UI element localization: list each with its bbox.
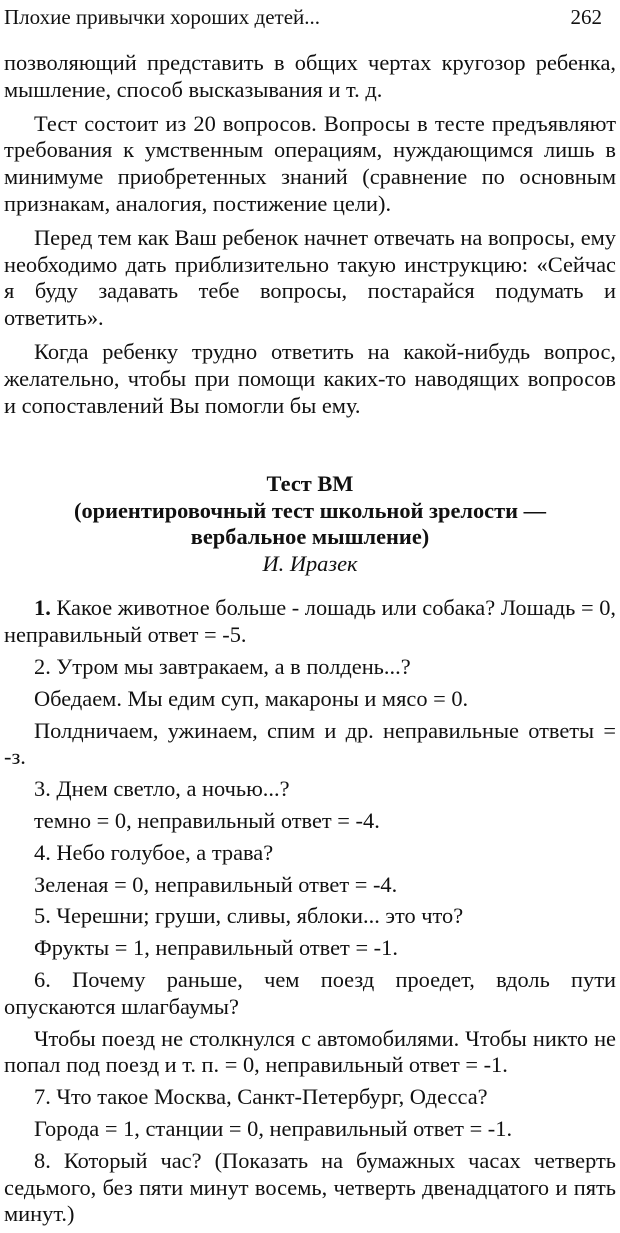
question-7-answer: Города = 1, станции = 0, неправильный ответ = -1. (34, 1115, 513, 1141)
intro-paragraph-2: Тест состоит из 20 вопросов. Вопросы в тесте предъявляют требования к умственным операциям, нуждающимся лишь в минимуме приобретенных знаний (сравнение по основным признакам, аналогия, постижение цели). (4, 110, 616, 216)
question-5: 5. Черешни; груши, сливы, яблоки... это что? (34, 903, 464, 929)
question-3-answer: темно = 0, неправильный ответ = -4. (34, 807, 380, 833)
question-3: 3. Днем светло, а ночью...? (34, 776, 290, 802)
question-6: 6. Почему раньше, чем поезд проедет, вдоль пути опускаются шлагбаумы? (4, 966, 616, 1019)
page-header (4, 2, 602, 32)
question-1-text: Какое животное больше - лошадь или собака? Лошадь = 0, неправильный ответ = -5. (4, 595, 616, 648)
section-title: Тест ВМ (266, 471, 354, 497)
question-2: 2. Утром мы завтракаем, а в полдень...? (34, 653, 411, 679)
question-5-answer: Фрукты = 1, неправильный ответ = -1. (34, 935, 398, 961)
section-subtitle-line-1: (ориентировочный тест школьной зрелости — (73, 497, 547, 523)
section-author: И. Иразек (262, 550, 358, 576)
question-1 (4, 595, 616, 649)
question-8: 8. Который час? (Показать на бумажных часах четверть седьмого, без пяти минут восемь, четверть двенадцатого и пять минут.) (4, 1147, 616, 1227)
section-heading (4, 471, 616, 577)
page-body (4, 50, 616, 1233)
question-6-answer: Чтобы поезд не столкнулся с автомобилями. Чтобы никто не попал под поезд и т. п. = 0, неправильный ответ = -1. (4, 1025, 616, 1078)
intro-paragraph-4: Когда ребенку трудно ответить на какой-нибудь вопрос, желательно, чтобы при помощи каких-то наводящих вопросов и сопоставлений Вы помогли бы ему. (4, 338, 616, 418)
intro-paragraph-1: позволяющий представить в общих чертах кругозор ребенка, мышление, способ высказывания и т. д. (4, 50, 616, 102)
intro-paragraph-3: Перед тем как Ваш ребенок начнет отвечать на вопросы, ему необходимо дать приблизительно такую инструкцию: «Сейчас я буду задавать тебе вопросы, постарайся подумать и ответить». (4, 224, 616, 331)
question-4: 4. Небо голубое, а трава? (34, 839, 274, 865)
page-number: 262 (570, 5, 602, 29)
question-2-answer-2: Полдничаем, ужинаем, спим и др. неправильные ответы = -з. (4, 717, 616, 770)
question-7: 7. Что такое Москва, Санкт-Петербург, Одесса? (34, 1084, 488, 1110)
question-1-number: 1. (34, 595, 51, 621)
question-4-answer: Зеленая = 0, неправильный ответ = -4. (34, 871, 398, 897)
question-2-answer-1: Обедаем. Мы едим суп, макароны и мясо = 0. (34, 685, 469, 711)
running-title: Плохие привычки хороших детей... (4, 5, 321, 29)
section-subtitle-line-2: вербальное мышление) (190, 524, 430, 550)
